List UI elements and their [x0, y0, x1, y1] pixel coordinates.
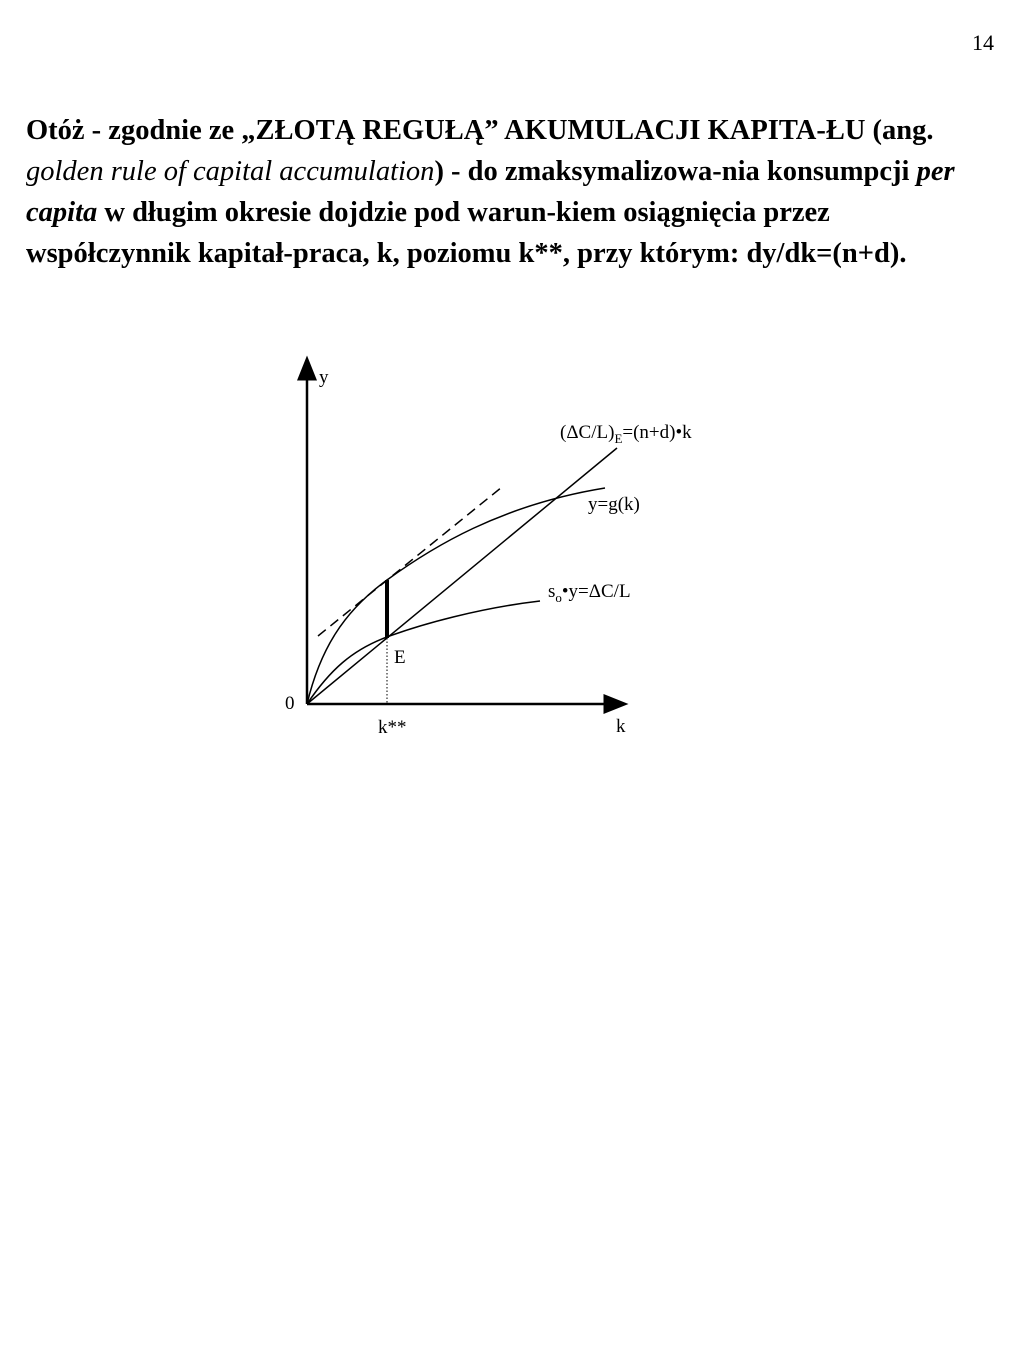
kstar-label: k** — [378, 717, 407, 738]
origin-label: 0 — [285, 693, 295, 714]
x-axis-label: k — [616, 716, 626, 737]
tangent-line — [318, 487, 502, 636]
production-curve-label: y=g(k) — [588, 494, 640, 515]
intro-text-per-capita: per capita — [26, 156, 955, 228]
savings-curve-label: $s_o•y=\Delta C/L$ — [548, 581, 631, 605]
y-axis-label: y — [319, 367, 329, 388]
intro-text-3: w długim okresie dojdzie pod warun-kiem osiągnięcia przez współczynnik kapitał-praca, k, poziomu k**, przy którym: dy/dk=(n+d). — [26, 197, 907, 269]
break-even-line — [307, 448, 617, 704]
savings-curve — [307, 601, 540, 704]
intro-text-2: ) - do zmaksymalizowa-nia konsumpcji — [434, 156, 917, 187]
page-number: 14 — [972, 30, 994, 55]
point-e-label: E — [394, 647, 406, 668]
intro-text-english-term: golden rule of capital accumulation — [26, 156, 435, 187]
intro-text-1: Otóż - zgodnie ze „ZŁOTĄ REGUŁĄ” AKUMULACJI KAPITA-ŁU (ang. — [26, 115, 934, 146]
break-even-line-label: $(\Delta C/L)_E=(n+d)•k$ — [560, 422, 692, 446]
